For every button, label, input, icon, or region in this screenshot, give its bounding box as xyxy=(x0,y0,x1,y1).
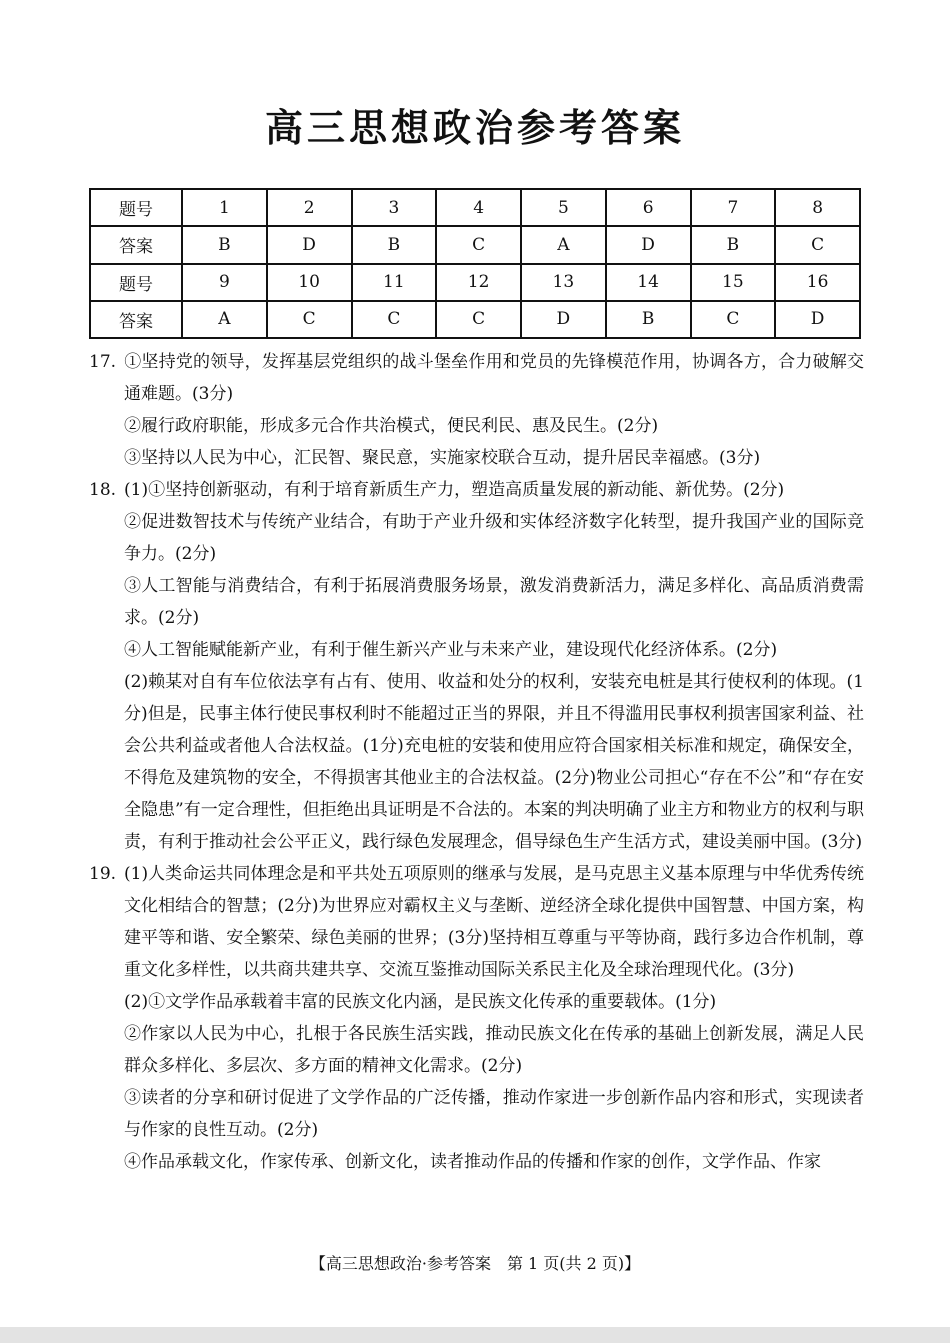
row-label: 题号 xyxy=(90,264,182,301)
table-cell: 16 xyxy=(775,264,860,301)
table-cell: C xyxy=(267,301,352,338)
q19-item-2: ②作家以人民为中心，扎根于各民族生活实践，推动民族文化在传承的基础上创新发展，满足人民群众多样化、多层次、多方面的精神文化需求。(2分) xyxy=(124,1024,864,1076)
answer-body xyxy=(89,346,864,1178)
table-cell: C xyxy=(352,301,437,338)
question-number: 17. xyxy=(89,352,117,372)
table-cell: C xyxy=(436,301,521,338)
page-footer: 【高三思想政治·参考答案 第 1 页(共 2 页)】 xyxy=(309,1254,641,1273)
question-number: 18. xyxy=(89,480,117,500)
q17-item-2: ②履行政府职能，形成多元合作共治模式，便民利民、惠及民生。(2分) xyxy=(124,416,659,436)
table-cell: B xyxy=(691,226,776,263)
table-cell: 10 xyxy=(267,264,352,301)
q19-part-1: 19. (1)人类命运共同体理念是和平共处五项原则的继承与发展，是马克思主义基本原理与中华优秀传统文化相结合的智慧；(2分)为世界应对霸权主义与垄断、逆经济全球化提供中国智慧、中国方案，构建平等和谐、安全繁荣、绿色美丽的世界；(3分)坚持相互尊重与平等协商，践行多边合作机制，尊重文化多样性，以共商共建共享、交流互鉴推动国际关系民主化及全球治理现代化。(3分) xyxy=(89,858,864,986)
answer-table-row xyxy=(90,226,860,263)
table-cell: A xyxy=(182,301,267,338)
table-cell: C xyxy=(436,226,521,263)
answer-table-row xyxy=(90,301,860,338)
q19-item-3: ③读者的分享和研讨促进了文学作品的广泛传播，推动作家进一步创新作品内容和形式，实现读者与作家的良性互动。(2分) xyxy=(124,1088,864,1140)
q18-part-2: (2)赖某对自有车位依法享有占有、使用、收益和处分的权利，安装充电桩是其行使权利的体现。(1分)但是，民事主体行使民事权利时不能超过正当的界限，并且不得滥用民事权利损害国家利益、社会公共利益或者他人合法权益。(1分)充电桩的安装和使用应符合国家相关标准和规定，确保安全，不得危及建筑物的安全，不得损害其他业主的合法权益。(2分)物业公司担心“存在不公”和“存在安全隐患”有一定合理性，但拒绝出具证明是不合法的。本案的判决明确了业主方和物业方的权利与职责，有利于推动社会公平正义，践行绿色发展理念，倡导绿色生产生活方式，建设美丽中国。(3分) xyxy=(124,672,864,852)
answer-table-row xyxy=(90,189,860,226)
q18-item-4: ④人工智能赋能新产业，有利于催生新兴产业与未来产业，建设现代化经济体系。(2分) xyxy=(124,640,778,660)
table-cell: 8 xyxy=(775,189,860,226)
q18-item-2: ②促进数智技术与传统产业结合，有助于产业升级和实体经济数字化转型，提升我国产业的国际竞争力。(2分) xyxy=(124,512,864,564)
table-cell: 11 xyxy=(352,264,437,301)
table-cell: 3 xyxy=(352,189,437,226)
table-cell: 12 xyxy=(436,264,521,301)
table-cell: 4 xyxy=(436,189,521,226)
table-cell: 5 xyxy=(521,189,606,226)
table-cell: D xyxy=(267,226,352,263)
q17-item-3: ③坚持以人民为中心，汇民智、聚民意，实施家校联合互动，提升居民幸福感。(3分) xyxy=(124,448,761,468)
answer-table-row xyxy=(90,264,860,301)
answer-table xyxy=(89,188,861,339)
q19-item-4: ④作品承载文化，作家传承、创新文化，读者推动作品的传播和作家的创作，文学作品、作家 xyxy=(124,1152,821,1172)
row-label: 答案 xyxy=(90,226,182,263)
row-label: 题号 xyxy=(90,189,182,226)
q19-item-1: (2)①文学作品承载着丰富的民族文化内涵，是民族文化传承的重要载体。(1分) xyxy=(124,992,717,1012)
table-cell: 7 xyxy=(691,189,776,226)
table-cell: 15 xyxy=(691,264,776,301)
table-cell: B xyxy=(182,226,267,263)
table-cell: 6 xyxy=(606,189,691,226)
page-title: 高三思想政治参考答案 xyxy=(264,106,685,150)
table-cell: 9 xyxy=(182,264,267,301)
table-cell: 14 xyxy=(606,264,691,301)
row-label: 答案 xyxy=(90,301,182,338)
table-cell: B xyxy=(352,226,437,263)
table-cell: 13 xyxy=(521,264,606,301)
table-cell: C xyxy=(775,226,860,263)
scan-edge xyxy=(0,1327,950,1343)
table-cell: D xyxy=(606,226,691,263)
q17-item-1: 17. ①坚持党的领导，发挥基层党组织的战斗堡垒作用和党员的先锋模范作用，协调各方，合力破解交通难题。(3分) xyxy=(89,346,864,410)
question-number: 19. xyxy=(89,864,117,884)
question-19 xyxy=(89,858,864,1178)
q18-item-3: ③人工智能与消费结合，有利于拓展消费服务场景，激发消费新活力，满足多样化、高品质消费需求。(2分) xyxy=(124,576,864,628)
table-cell: D xyxy=(521,301,606,338)
table-cell: C xyxy=(691,301,776,338)
q18-item-1: 18. (1)①坚持创新驱动，有利于培育新质生产力，塑造高质量发展的新动能、新优势。(2分) xyxy=(89,474,864,506)
question-18 xyxy=(89,474,864,858)
table-cell: 1 xyxy=(182,189,267,226)
table-cell: A xyxy=(521,226,606,263)
table-cell: B xyxy=(606,301,691,338)
table-cell: 2 xyxy=(267,189,352,226)
question-17 xyxy=(89,346,864,474)
table-cell: D xyxy=(775,301,860,338)
